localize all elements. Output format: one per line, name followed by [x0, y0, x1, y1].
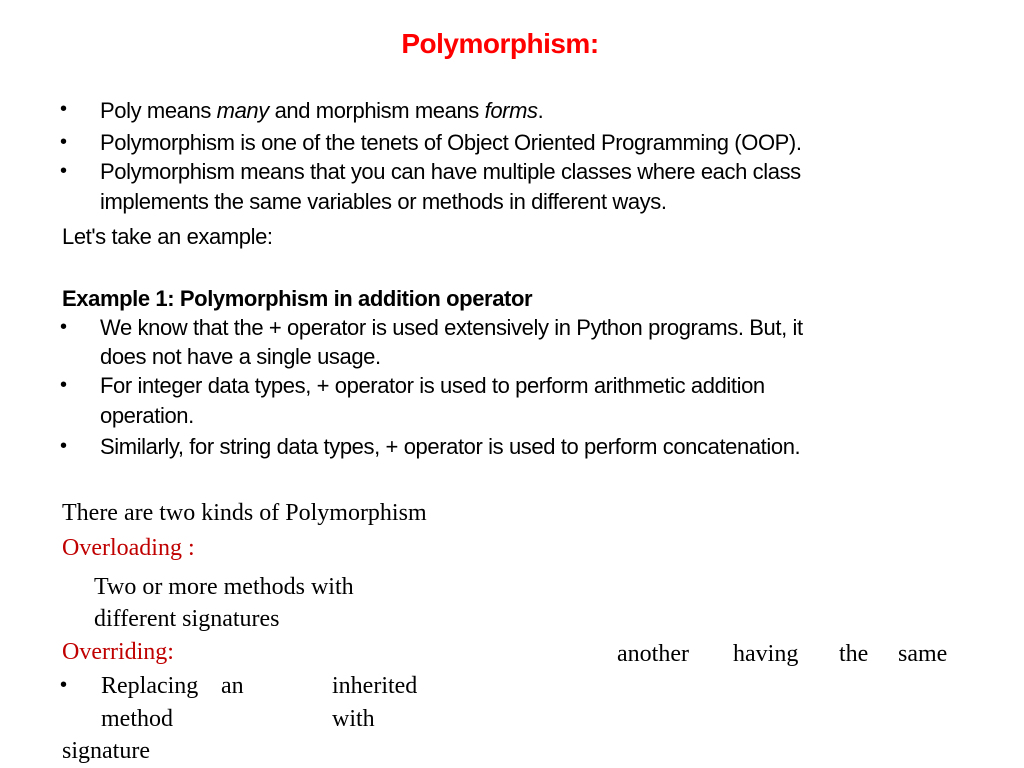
emphasis-many: many	[216, 98, 269, 123]
example-heading: Example 1: Polymorphism in addition operator	[62, 286, 533, 311]
overriding-word: Replacing	[101, 673, 199, 699]
overloading-label: Overloading :	[62, 535, 195, 561]
bullet-text: .	[537, 98, 544, 123]
bullet-marker: •	[60, 674, 68, 696]
bullet-marker: •	[60, 131, 68, 153]
bullet-oop-tenet: Polymorphism is one of the tenets of Object Oriented Programming (OOP).	[100, 130, 802, 155]
bullet-multiple-classes-line2: implements the same variables or methods in different ways.	[100, 189, 667, 214]
bullet-marker: •	[60, 316, 68, 338]
kinds-intro: There are two kinds of Polymorphism	[62, 500, 427, 526]
bullet-string-concat: Similarly, for string data types, + operator is used to perform concatenation.	[100, 434, 801, 459]
bullet-marker: •	[60, 435, 68, 457]
bullet-plus-operator-line1: We know that the + operator is used extensively in Python programs. But, it	[100, 315, 803, 340]
bullet-poly-meaning	[100, 98, 543, 124]
overriding-word: with	[332, 706, 375, 732]
overriding-label: Overriding:	[62, 639, 174, 665]
overloading-desc-line1: Two or more methods with	[94, 574, 354, 600]
overloading-desc-line2: different signatures	[94, 606, 280, 632]
overriding-word: method	[101, 706, 173, 732]
overriding-word: having	[733, 641, 799, 667]
overriding-word: same	[898, 641, 948, 667]
overriding-word: an	[221, 673, 244, 699]
bullet-marker: •	[60, 374, 68, 396]
example-lead: Let's take an example:	[62, 224, 273, 249]
bullet-marker: •	[60, 160, 68, 182]
overriding-word: inherited	[332, 673, 418, 699]
bullet-integer-line2: operation.	[100, 403, 194, 428]
bullet-text: and morphism means	[268, 98, 485, 123]
overriding-word: signature	[62, 738, 150, 764]
bullet-integer-line1: For integer data types, + operator is used to perform arithmetic addition	[100, 373, 765, 398]
emphasis-forms: forms	[484, 98, 538, 123]
bullet-plus-operator-line2: does not have a single usage.	[100, 344, 381, 369]
slide-title: Polymorphism:	[401, 28, 599, 59]
bullet-text: Poly means	[100, 98, 217, 123]
bullet-marker: •	[60, 98, 68, 120]
overriding-word: the	[839, 641, 869, 667]
overriding-word: another	[617, 641, 689, 667]
bullet-multiple-classes-line1: Polymorphism means that you can have multiple classes where each class	[100, 159, 801, 184]
